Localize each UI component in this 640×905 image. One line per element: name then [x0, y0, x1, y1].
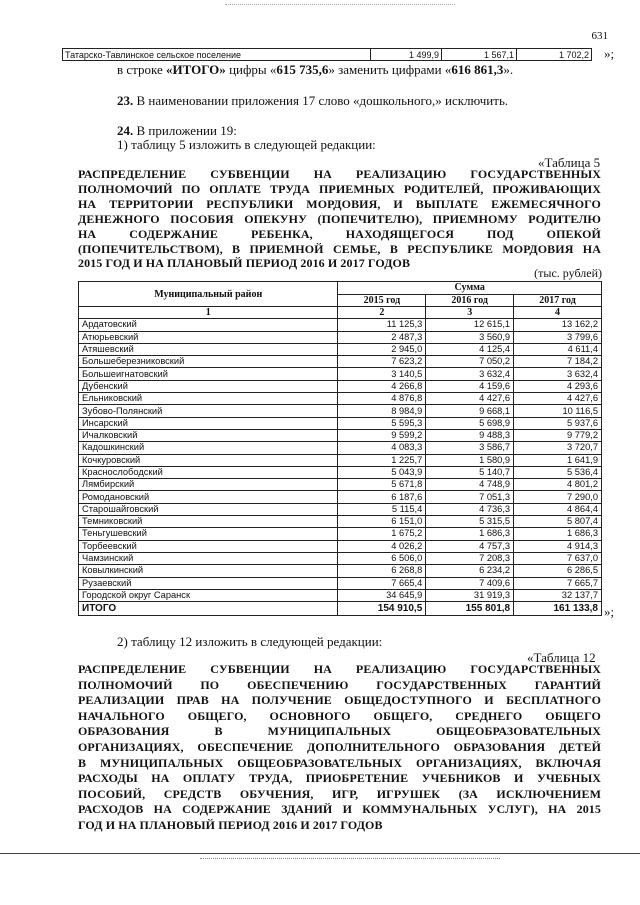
value-cell: 4 159,6 — [426, 380, 514, 392]
value-cell: 7 051,3 — [426, 491, 514, 503]
district-cell: Зубово-Полянский — [79, 405, 338, 417]
heading-line: ОРГАНИЗАЦИЯХ, ОБЕСПЕЧЕНИЕ ДОПОЛНИТЕЛЬНОГО ОБРАЗОВАНИЯ ДЕТЕЙ — [78, 739, 601, 754]
district-cell: Ромодановский — [79, 491, 338, 503]
heading-line: ГОД И НА ПЛАНОВЫЙ ПЕРИОД 2016 И 2017 ГОДОВ — [78, 817, 383, 832]
value-2017-cell: 1 702,2 — [517, 49, 592, 61]
district-cell: Татарско-Тавлинское сельское поселение — [63, 49, 371, 61]
value-cell: 6 234,2 — [426, 565, 514, 577]
heading-line: ПОЛНОМОЧИЙ ПО ОБЕСПЕЧЕНИЮ ГОСУДАРСТВЕННЫХ ГАРАНТИЙ — [78, 677, 601, 692]
value-cell: 4 801,2 — [514, 479, 602, 491]
value-cell: 5 315,5 — [426, 516, 514, 528]
value-cell: 7 665,4 — [338, 577, 426, 589]
table-5-label: «Таблица 5 — [538, 155, 601, 170]
value-cell: 7 208,3 — [426, 552, 514, 564]
heading-line: ПОЛНОМОЧИЙ ПО ОПЛАТЕ ТРУДА ПРИЕМНЫХ РОДИТЕЛЕЙ, ПРОЖИВАЮЩИХ — [78, 181, 601, 196]
value-cell: 5 043,9 — [338, 466, 426, 478]
district-cell: Большеберезниковский — [79, 356, 338, 368]
value-cell: 12 615,1 — [426, 319, 514, 331]
column-header-year: 2016 год — [426, 294, 514, 307]
value-cell: 1 686,3 — [426, 528, 514, 540]
value-cell: 7 637,0 — [514, 552, 602, 564]
district-cell: Ельниковский — [79, 393, 338, 405]
value-cell: 7 665,7 — [514, 577, 602, 589]
value-cell: 1 675,2 — [338, 528, 426, 540]
heading-line: РАСХОДЫ НА ОПЛАТУ ТРУДА, ПРИОБРЕТЕНИЕ УЧЕБНИКОВ И УЧЕБНЫХ — [78, 771, 601, 786]
column-header-year: 2017 год — [514, 294, 602, 307]
district-cell: Большеигнатовский — [79, 368, 338, 380]
value-cell: 13 162,2 — [514, 319, 602, 331]
value-cell: 4 876,8 — [338, 393, 426, 405]
value-cell: 8 984,9 — [338, 405, 426, 417]
subitem-2-paragraph: 2) таблицу 12 изложить в следующей редакции: — [117, 634, 383, 649]
value-cell: 7 409,6 — [426, 577, 514, 589]
value-2015-cell: 1 499,9 — [371, 49, 442, 61]
value-cell: 4 748,9 — [426, 479, 514, 491]
value-cell: 1 580,9 — [426, 454, 514, 466]
table-row — [79, 516, 602, 528]
value-cell: 6 268,8 — [338, 565, 426, 577]
heading-line: РАСХОДОВ НА СОДЕРЖАНИЕ ЗДАНИЙ И КОММУНАЛЬНЫХ УСЛУГ), НА 2015 — [78, 802, 601, 817]
district-cell: Городской округ Саранск — [79, 589, 338, 601]
value-cell: 7 623,2 — [338, 356, 426, 368]
value-cell: 5 595,3 — [338, 417, 426, 429]
district-cell: Атюрьевский — [79, 331, 338, 343]
page-number: 631 — [591, 30, 608, 42]
value-cell: 6 151,0 — [338, 516, 426, 528]
table-total-row — [79, 602, 602, 616]
total-2015: 154 910,5 — [338, 602, 426, 616]
value-cell: 9 488,3 — [426, 429, 514, 441]
column-index: 4 — [514, 307, 602, 319]
value-cell: 4 266,8 — [338, 380, 426, 392]
table-12-label: «Таблица 12 — [527, 650, 596, 665]
table-row — [79, 540, 602, 552]
bottom-scan-dots — [200, 858, 500, 859]
value-cell: 9 779,2 — [514, 429, 602, 441]
value-cell: 3 140,5 — [338, 368, 426, 380]
table-row — [79, 491, 602, 503]
table-row — [79, 343, 602, 355]
value-cell: 3 720,7 — [514, 442, 602, 454]
para-text: » заменить цифрами « — [328, 62, 452, 77]
district-cell: Рузаевский — [79, 577, 338, 589]
table-row — [79, 528, 602, 540]
value-cell: 3 799,6 — [514, 331, 602, 343]
column-header-sum: Сумма — [338, 282, 602, 295]
column-header-year: 2015 год — [338, 294, 426, 307]
heading-line: НАЧАЛЬНОГО ОБЩЕГО, ОСНОВНОГО ОБЩЕГО, СРЕДНЕГО ОБЩЕГО — [78, 708, 601, 723]
new-value: 616 861,3 — [451, 62, 504, 77]
value-cell: 7 184,2 — [514, 356, 602, 368]
district-cell: Дубенский — [79, 380, 338, 392]
table-row — [79, 442, 602, 454]
table-12-heading — [78, 662, 601, 834]
total-label: ИТОГО — [79, 602, 338, 616]
item-number: 23. — [117, 93, 134, 108]
district-cell: Инсарский — [79, 417, 338, 429]
value-cell: 3 560,9 — [426, 331, 514, 343]
value-cell: 6 187,6 — [338, 491, 426, 503]
table-row — [63, 49, 592, 61]
table-row — [79, 479, 602, 491]
heading-line: РАСПРЕДЕЛЕНИЕ СУБВЕНЦИИ НА РЕАЛИЗАЦИЮ ГОСУДАРСТВЕННЫХ — [78, 167, 601, 181]
district-cell: Торбеевский — [79, 540, 338, 552]
table-row — [79, 319, 602, 331]
table-row — [79, 368, 602, 380]
value-cell: 4 293,6 — [514, 380, 602, 392]
value-cell: 5 698,9 — [426, 417, 514, 429]
district-cell: Ковылкинский — [79, 565, 338, 577]
value-cell: 7 290,0 — [514, 491, 602, 503]
value-cell: 4 125,4 — [426, 343, 514, 355]
value-cell: 6 286,5 — [514, 565, 602, 577]
district-cell: Ичалковский — [79, 429, 338, 441]
itogo-word: «ИТОГО» — [166, 62, 226, 77]
heading-line: ОБРАЗОВАНИЯ В МУНИЦИПАЛЬНЫХ ОБЩЕОБРАЗОВАТЕЛЬНЫХ — [78, 724, 601, 739]
district-cell: Краснослободский — [79, 466, 338, 478]
table-row — [79, 565, 602, 577]
heading-line: (ПОПЕЧИТЕЛЬСТВОМ), В ПРИЕМНОЙ СЕМЬЕ, В РЕСПУБЛИКЕ МОРДОВИЯ НА — [78, 241, 601, 256]
subvention-table — [78, 281, 602, 616]
column-header-district: Муниципальный район — [79, 282, 338, 307]
value-cell: 5 115,4 — [338, 503, 426, 515]
value-cell: 32 137,7 — [514, 589, 602, 601]
table-header-row — [79, 282, 602, 295]
row-closing-quote: »; — [604, 46, 615, 61]
heading-line: В МУНИЦИПАЛЬНЫХ ОБЩЕОБРАЗОВАТЕЛЬНЫХ ОРГАНИЗАЦИЯХ, ВКЛЮЧАЯ — [78, 755, 601, 770]
value-cell: 4 736,3 — [426, 503, 514, 515]
value-cell: 3 632,4 — [426, 368, 514, 380]
district-cell: Теньгушевский — [79, 528, 338, 540]
column-index: 2 — [338, 307, 426, 319]
column-index: 3 — [426, 307, 514, 319]
column-index: 1 — [79, 307, 338, 319]
value-cell: 34 645,9 — [338, 589, 426, 601]
total-2017: 161 133,8 — [514, 602, 602, 616]
heading-line: 2015 ГОД И НА ПЛАНОВЫЙ ПЕРИОД 2016 И 2017 ГОДОВ — [78, 256, 411, 271]
item-23-paragraph — [117, 93, 508, 109]
district-cell: Темниковский — [79, 516, 338, 528]
value-cell: 4 427,6 — [426, 393, 514, 405]
district-cell: Атяшевский — [79, 343, 338, 355]
para-text: в строке — [117, 62, 167, 77]
district-cell: Старошайговский — [79, 503, 338, 515]
value-cell: 9 599,2 — [338, 429, 426, 441]
value-cell: 3 632,4 — [514, 368, 602, 380]
value-cell: 4 914,3 — [514, 540, 602, 552]
para-text: ». — [503, 62, 514, 77]
table-row — [79, 429, 602, 441]
table-5-heading — [78, 167, 601, 271]
value-cell: 4 026,2 — [338, 540, 426, 552]
table-row — [79, 380, 602, 392]
value-cell: 4 427,6 — [514, 393, 602, 405]
value-cell: 5 937,6 — [514, 417, 602, 429]
value-cell: 2 487,3 — [338, 331, 426, 343]
subitem-1-paragraph: 1) таблицу 5 изложить в следующей редакции: — [117, 137, 376, 152]
item-text: В приложении 19: — [133, 123, 237, 138]
value-cell: 1 641,9 — [514, 454, 602, 466]
heading-line: НА ТЕРРИТОРИИ РЕСПУБЛИКИ МОРДОВИЯ, И ВЫПЛАТЕ ЕЖЕМЕСЯЧНОГО — [78, 196, 601, 211]
table-row — [79, 393, 602, 405]
value-cell: 11 125,3 — [338, 319, 426, 331]
value-cell: 1 686,3 — [514, 528, 602, 540]
value-cell: 7 050,2 — [426, 356, 514, 368]
table-row — [79, 503, 602, 515]
value-cell: 4 864,4 — [514, 503, 602, 515]
table-row — [79, 356, 602, 368]
para-text: цифры « — [225, 62, 277, 77]
district-cell: Ардатовский — [79, 319, 338, 331]
heading-line: РЕАЛИЗАЦИИ ПРАВ НА ПОЛУЧЕНИЕ ОБЩЕДОСТУПНОГО И БЕСПЛАТНОГО — [78, 693, 601, 708]
value-cell: 2 945,0 — [338, 343, 426, 355]
district-cell: Кочкуровский — [79, 454, 338, 466]
value-cell: 10 116,5 — [514, 405, 602, 417]
table-row — [79, 552, 602, 564]
table-row — [79, 589, 602, 601]
value-cell: 31 919,3 — [426, 589, 514, 601]
district-cell: Чамзинский — [79, 552, 338, 564]
value-cell: 9 668,1 — [426, 405, 514, 417]
district-cell: Кадошкинский — [79, 442, 338, 454]
value-cell: 4 083,3 — [338, 442, 426, 454]
page-bottom-edge — [0, 853, 640, 854]
value-cell: 4 757,3 — [426, 540, 514, 552]
table-row — [79, 466, 602, 478]
table-body — [79, 319, 602, 602]
column-index-row — [79, 307, 602, 319]
district-cell: Лямбирский — [79, 479, 338, 491]
old-value: 615 735,6 — [276, 62, 329, 77]
item-number: 24. — [117, 123, 134, 138]
value-cell: 5 807,4 — [514, 516, 602, 528]
heading-line: НА СОДЕРЖАНИЕ РЕБЕНКА, НАХОДЯЩЕГОСЯ ПОД ОПЕКОЙ — [78, 226, 601, 241]
value-cell: 5 140,7 — [426, 466, 514, 478]
table-row — [79, 577, 602, 589]
heading-line: РАСПРЕДЕЛЕНИЕ СУБВЕНЦИИ НА РЕАЛИЗАЦИЮ ГОСУДАРСТВЕННЫХ — [78, 662, 601, 676]
value-cell: 5 671,8 — [338, 479, 426, 491]
heading-line: ПОСОБИЙ, СРЕДСТВ ОБУЧЕНИЯ, ИГР, ИГРУШЕК (ЗА ИСКЛЮЧЕНИЕМ — [78, 786, 601, 801]
table-row — [79, 405, 602, 417]
continuation-row-table — [62, 48, 592, 61]
table-closing-quote: »; — [604, 604, 615, 619]
value-cell: 3 586,7 — [426, 442, 514, 454]
top-scan-dots — [225, 4, 455, 7]
itogo-replacement-paragraph — [117, 62, 513, 78]
value-cell: 1 225,7 — [338, 454, 426, 466]
table-row — [79, 331, 602, 343]
value-2016-cell: 1 567,1 — [442, 49, 517, 61]
value-cell: 5 536,4 — [514, 466, 602, 478]
total-2016: 155 801,8 — [426, 602, 514, 616]
unit-label: (тыс. рублей) — [534, 266, 602, 280]
heading-line: ДЕНЕЖНОГО ПОСОБИЯ ОПЕКУНУ (ПОПЕЧИТЕЛЮ), ПРИЕМНОМУ РОДИТЕЛЮ — [78, 211, 601, 226]
table-row — [79, 454, 602, 466]
table-row — [79, 417, 602, 429]
item-text: В наименовании приложения 17 слово «дошкольного,» исключить. — [133, 93, 509, 108]
value-cell: 4 611,4 — [514, 343, 602, 355]
value-cell: 6 506,0 — [338, 552, 426, 564]
